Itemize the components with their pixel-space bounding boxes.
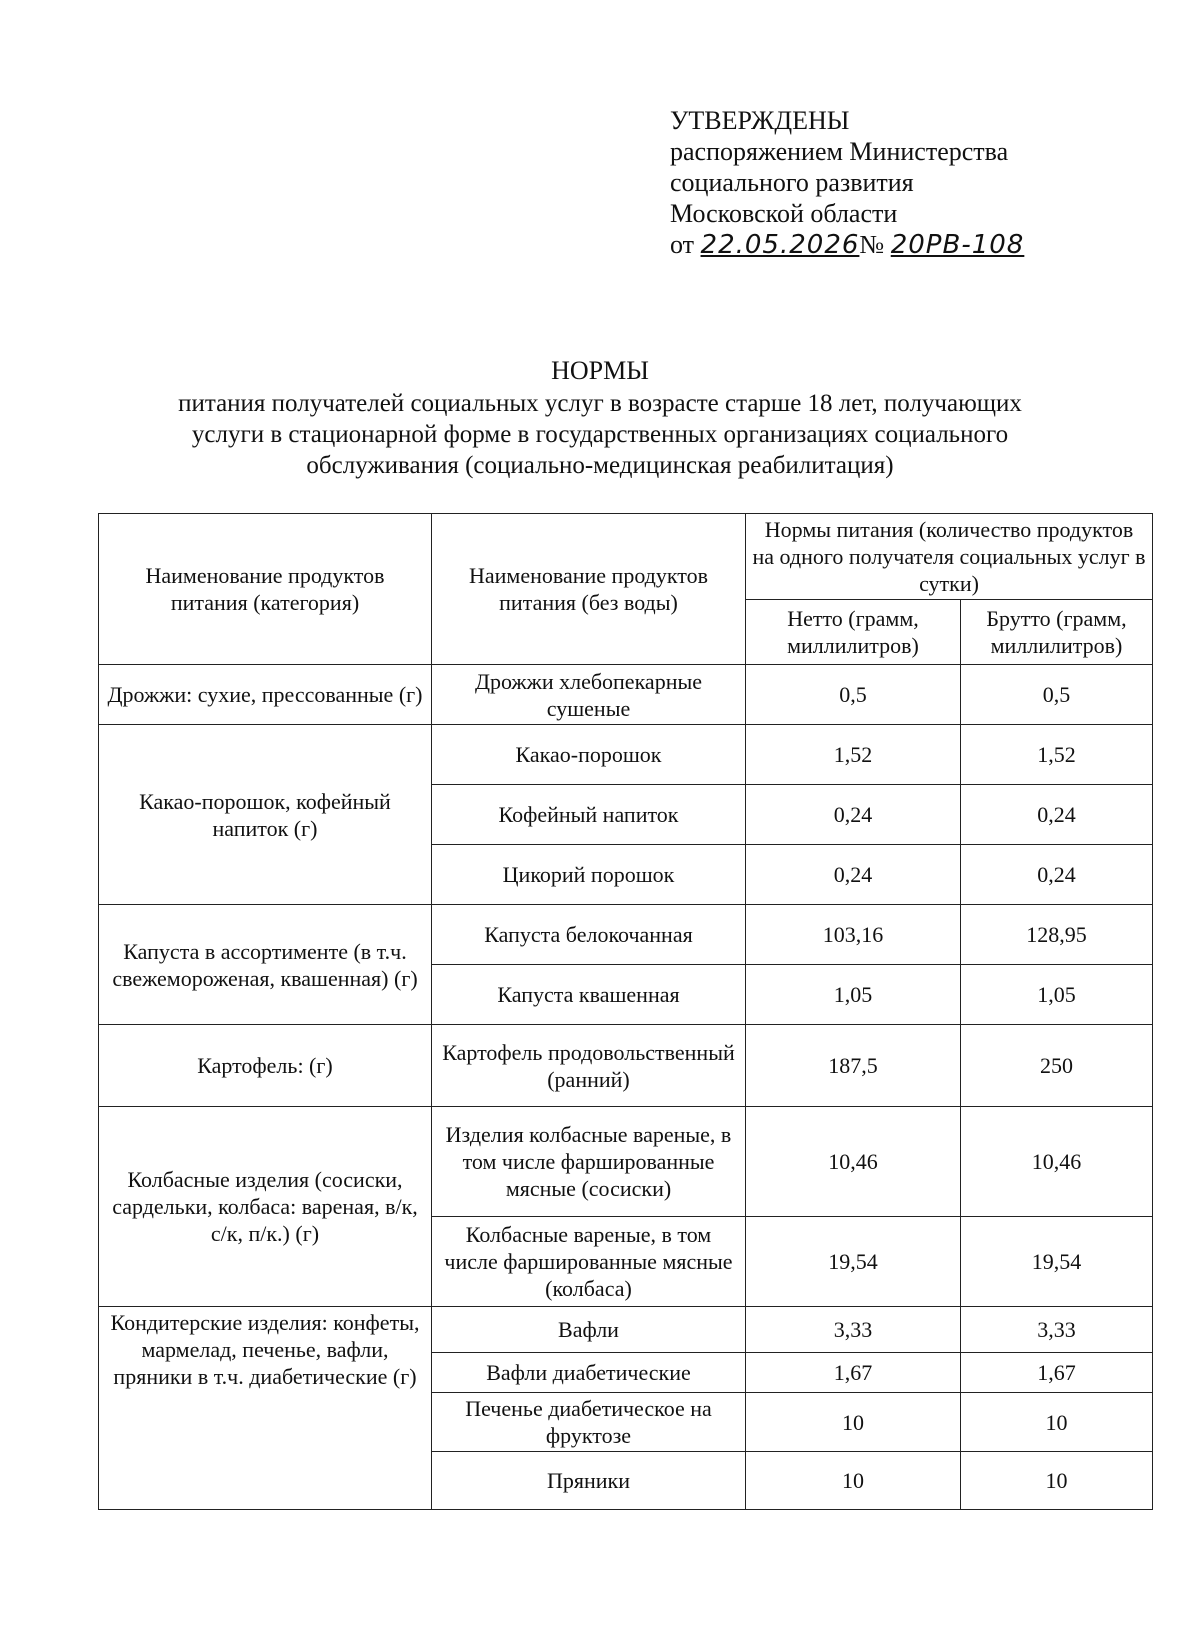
product-cell: Цикорий порошок [432,845,746,905]
netto-cell: 0,5 [746,665,961,725]
table-row [99,665,1153,725]
title-line: услуги в стационарной форме в государственных организациях социального [191,421,1009,448]
table-row [99,905,1153,965]
product-cell: Кофейный напиток [432,785,746,845]
norms-table [98,513,1153,1510]
brutto-cell: 1,67 [961,1353,1153,1393]
title-heading: НОРМЫ [551,356,649,385]
table-header [99,514,1153,665]
header-category: Наименование продуктов питания (категория) [99,514,432,665]
approval-line: Московской области [670,199,898,228]
netto-cell: 1,67 [746,1353,961,1393]
netto-cell: 19,54 [746,1217,961,1307]
netto-cell: 187,5 [746,1025,961,1107]
table-row [99,1025,1153,1107]
number-label: № [859,230,885,259]
netto-cell: 10,46 [746,1107,961,1217]
document-title [100,355,1100,481]
approval-stamp-block [670,105,1024,261]
table-row [99,1107,1153,1217]
brutto-cell: 1,05 [961,965,1153,1025]
netto-cell: 1,52 [746,725,961,785]
product-cell: Дрожжи хлебопекарные сушеные [432,665,746,725]
table-row [99,1307,1153,1353]
approval-line: социального развития [670,168,914,197]
category-cell: Картофель: (г) [99,1025,432,1107]
netto-cell: 103,16 [746,905,961,965]
category-cell: Дрожжи: сухие, прессованные (г) [99,665,432,725]
netto-cell: 1,05 [746,965,961,1025]
approval-line: распоряжением Министерства [670,137,1009,166]
brutto-cell: 128,95 [961,905,1153,965]
product-cell: Изделия колбасные вареные, в том числе фаршированные мясные (сосиски) [432,1107,746,1217]
brutto-cell: 0,24 [961,785,1153,845]
from-label: от [670,230,695,259]
title-line: обслуживания (социально-медицинская реабилитация) [306,452,894,479]
approval-date-line [670,229,1024,261]
header-product: Наименование продуктов питания (без воды) [432,514,746,665]
title-line: питания получателей социальных услуг в возрасте старше 18 лет, получающих [178,390,1022,417]
brutto-cell: 3,33 [961,1307,1153,1353]
brutto-cell: 250 [961,1025,1153,1107]
header-norms: Нормы питания (количество продуктов на одного получателя социальных услуг в сутки) [746,514,1153,600]
product-cell: Картофель продовольственный (ранний) [432,1025,746,1107]
product-cell: Какао-порошок [432,725,746,785]
brutto-cell: 0,24 [961,845,1153,905]
netto-cell: 3,33 [746,1307,961,1353]
approval-heading: УТВЕРЖДЕНЫ [670,106,850,135]
product-cell: Капуста квашенная [432,965,746,1025]
netto-cell: 0,24 [746,785,961,845]
category-cell: Какао-порошок, кофейный напиток (г) [99,725,432,905]
brutto-cell: 19,54 [961,1217,1153,1307]
product-cell: Колбасные вареные, в том числе фаршированные мясные (колбаса) [432,1217,746,1307]
product-cell: Печенье диабетическое на фруктозе [432,1393,746,1452]
table-body [99,665,1153,1510]
product-cell: Вафли [432,1307,746,1353]
category-cell: Капуста в ассортименте (в т.ч. свежемороженая, квашенная) (г) [99,905,432,1025]
table-row [99,725,1153,785]
brutto-cell: 1,52 [961,725,1153,785]
handwritten-number: 20РВ-108 [890,230,1025,260]
brutto-cell: 0,5 [961,665,1153,725]
category-cell: Колбасные изделия (сосиски, сардельки, колбаса: вареная, в/к, с/к, п/к.) (г) [99,1107,432,1307]
brutto-cell: 10 [961,1452,1153,1510]
netto-cell: 10 [746,1393,961,1452]
product-cell: Вафли диабетические [432,1353,746,1393]
product-cell: Пряники [432,1452,746,1510]
netto-cell: 10 [746,1452,961,1510]
brutto-cell: 10,46 [961,1107,1153,1217]
netto-cell: 0,24 [746,845,961,905]
product-cell: Капуста белокочанная [432,905,746,965]
header-netto: Нетто (грамм, миллилитров) [746,600,961,665]
header-brutto: Брутто (грамм, миллилитров) [961,600,1153,665]
handwritten-date: 22.05.2026 [700,230,860,260]
category-cell: Кондитерские изделия: конфеты, мармелад, печенье, вафли, пряники в т.ч. диабетические (г) [99,1307,432,1510]
brutto-cell: 10 [961,1393,1153,1452]
